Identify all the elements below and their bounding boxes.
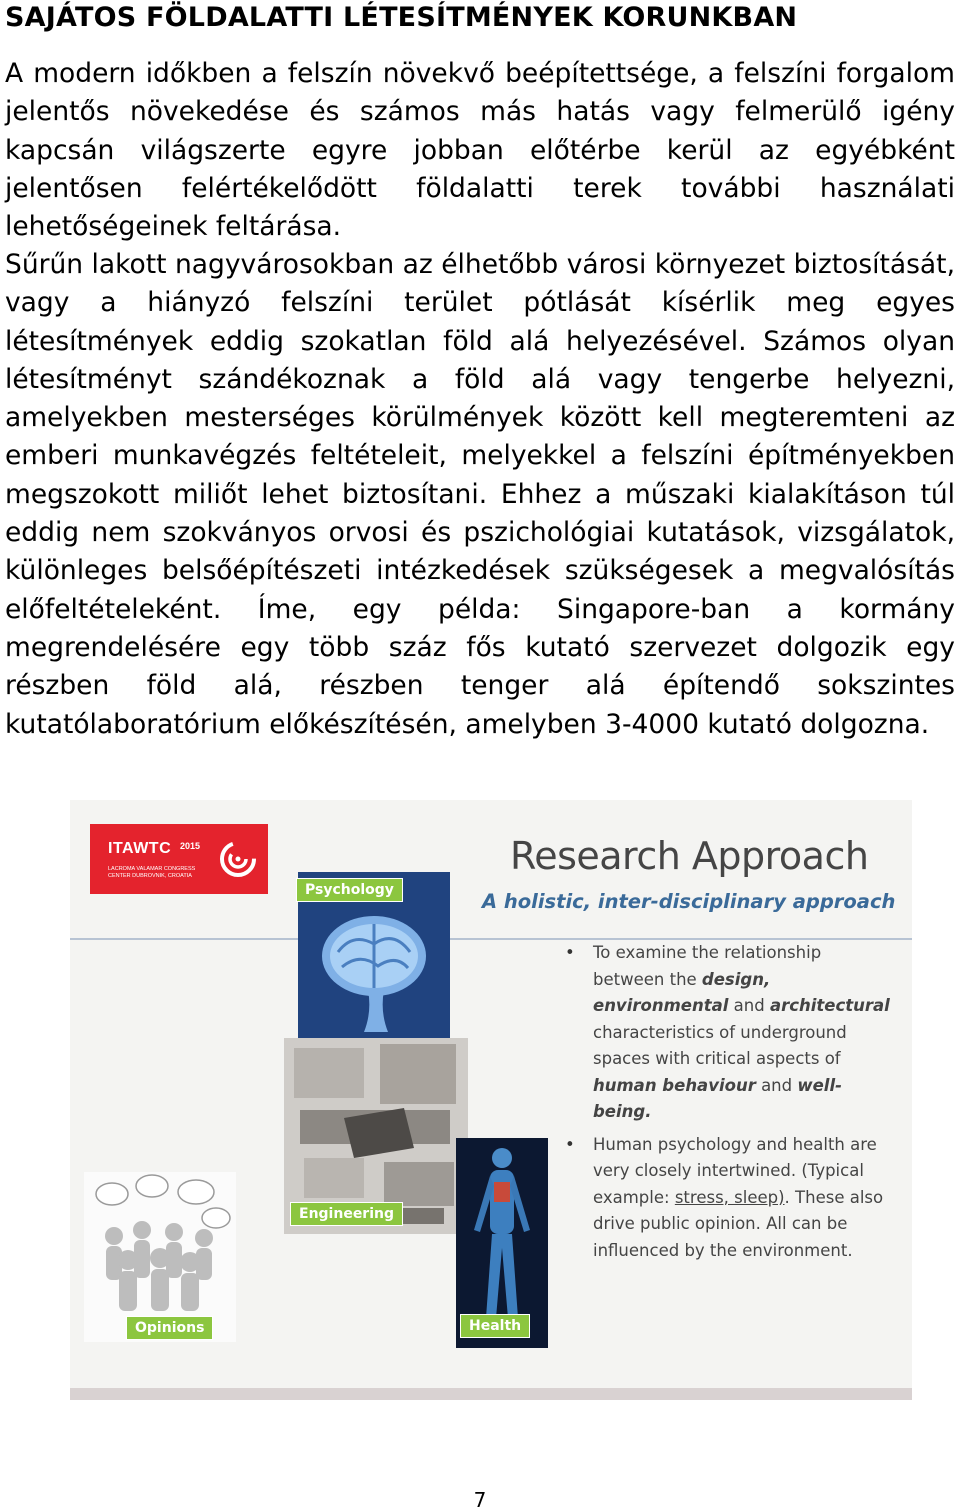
logo-swirl-icon	[218, 838, 258, 880]
engineering-tag: Engineering	[290, 1202, 403, 1226]
opinions-tag: Opinions	[126, 1316, 213, 1340]
psychology-tag: Psychology	[296, 878, 403, 902]
page-heading: SAJÁTOS FÖLDALATTI LÉTESÍTMÉNYEK KORUNKBAN	[5, 2, 798, 33]
paragraph-1: A modern időkben a felszín növekvő beépítettsége, a felszíni forgalom jelentős növekedése és számos más hatás vagy felmerülő igény kapcsán világszerte egyre jobban előtérbe kerül az egyébként jelentősen felértékelődött földalatti terek további használati lehetőségeinek feltárása.	[5, 58, 955, 243]
slide-footer-band	[70, 1388, 912, 1400]
page-number: 7	[473, 1488, 487, 1512]
research-approach-slide	[70, 800, 912, 1400]
slide-title: Research Approach	[510, 834, 869, 878]
logo-year: 2015	[180, 841, 201, 851]
bullet-item-1: • To examine the relationship between the design, environmental and architectural characteristics of underground spaces with critical aspects of human behaviour and well-being.	[565, 940, 895, 1126]
health-tag: Health	[460, 1314, 530, 1338]
paragraph-2: Sűrűn lakott nagyvárosokban az élhetőbb városi környezet biztosítását, vagy a hiányzó felszíni terület pótlását kísérlik meg egyes létesítmények eddig szokatlan föld alá helyezésével. Számos olyan létesítményt szándékoznak a föld alá vagy tengerbe helyezni, amelyekben mesterséges körülmények között kell megteremteni az emberi munkavégzés feltételeit, melyekkel a felszíni építményekben megszokott miliőt lehet biztosítani. Ehhez a műszaki kialakításon túl eddig nem szokványos orvosi és pszichológiai kutatások, vizsgálatok, különleges belsőépítészeti intézkedések szükségesek a megvalósítás előfeltételeként. Íme, egy példa: Singapore-ban a kormány megrendelésére egy több száz fős kutató szervezet dolgozik egy részben föld alá, részben tenger alá építendő sokszintes kutatólaboratórium előkészítésén, amelyben 3-4000 kutató dolgozna.	[5, 249, 955, 740]
slide-bullet-list	[565, 940, 895, 1270]
itawtc-logo	[90, 824, 268, 894]
logo-title: ITAWTC	[108, 840, 172, 857]
logo-subtitle: LACROMA VALAMAR CONGRESS CENTER DUBROVNIK, CROATIA	[108, 866, 196, 879]
slide-subtitle: A holistic, inter-disciplinary approach	[482, 890, 896, 913]
bullet-item-2: • Human psychology and health are very closely intertwined. (Typical example: stress, sleep). These also drive public opinion. All can be influenced by the environment.	[565, 1132, 895, 1265]
